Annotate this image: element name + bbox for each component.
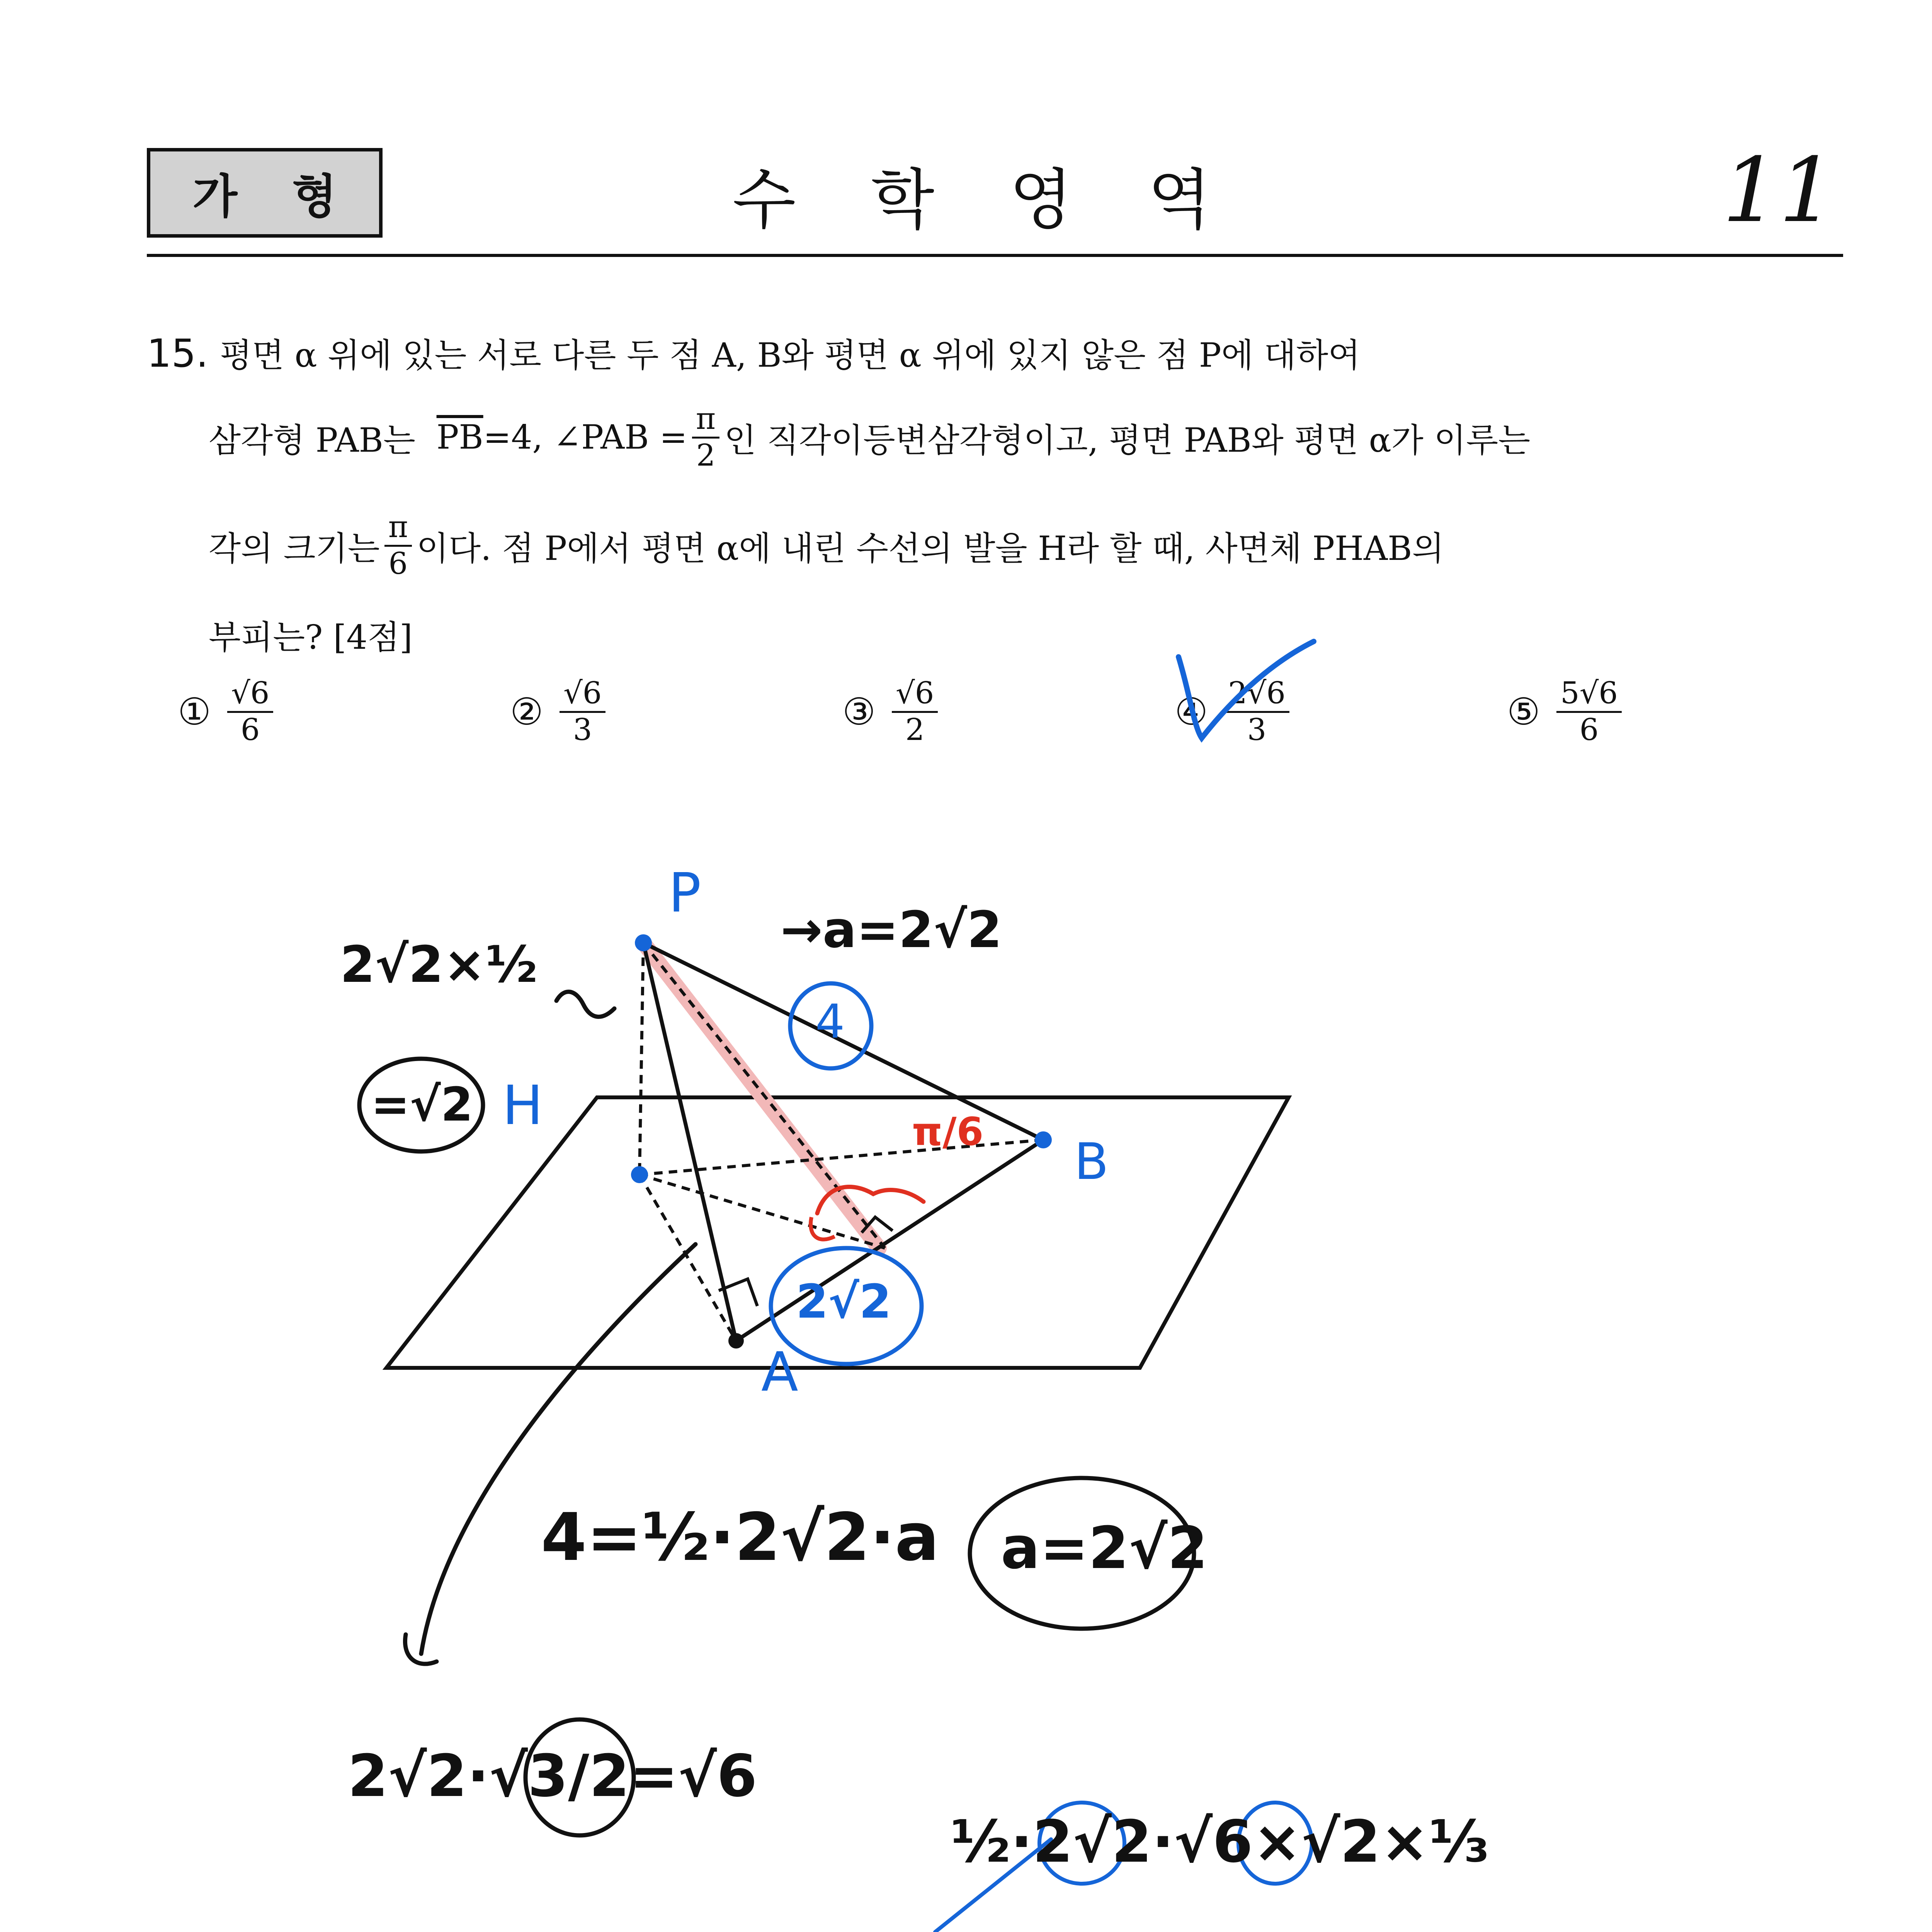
subject-title: 수 학 영 역 [732,162,1238,238]
fraction-pi-over-2: $\frac{\pi}{2}$ [692,402,719,473]
line2-text-a: 삼각형 PAB는 [209,421,415,460]
point-b [1035,1131,1052,1148]
exam-type-label: 가 형 [192,170,356,224]
edge-ph [639,943,643,1175]
label-ph-calc: 2√2×½ [340,935,538,994]
eq-area: 4=½·2√2·a [541,1499,939,1576]
label-p: P [668,862,701,925]
arrow-curve [421,1244,696,1654]
line2-text-c: 인 직각이등변삼각형이고, 평면 PAB와 평면 α가 이루는 [724,421,1531,460]
answer-checkmark [1179,641,1314,738]
label-4: 4 [815,995,845,1049]
problem-line-4: 부피는? [4점] [209,618,413,657]
choice-4[interactable]: ④ $\frac{2√6}{3}$ [1175,676,1294,747]
ph-tilde [556,992,614,1017]
point-h [631,1166,648,1183]
label-angle: π/6 [912,1109,984,1154]
line3-text-a: 각의 크기는 [209,529,380,568]
choice-3[interactable]: ③ $\frac{√6}{2}$ [842,676,942,747]
page-number: 11 [1722,139,1835,242]
problem-line1-text: 평면 α 위에 있는 서로 다른 두 점 A, B와 평면 α 위에 있지 않은 점 P에 대하여 [220,336,1361,375]
label-ph-result: =√2 [371,1078,473,1132]
fraction-pi-over-6: $\frac{\pi}{6}$ [384,510,412,581]
segment-pb: $\overline{PB}$ [436,418,483,457]
problem-number: 15. [147,331,209,376]
label-b: B [1074,1132,1109,1191]
choice-1[interactable]: ① $\frac{√6}{6}$ [178,676,278,747]
point-p [635,934,652,951]
label-a-eq: →a=2√2 [781,900,1002,959]
choice-5[interactable]: ⑤ $\frac{5√6}{6}$ [1507,676,1626,747]
eq-height: 2√2·√3/2=√6 [348,1743,757,1810]
label-h: H [502,1074,543,1137]
choice-2[interactable]: ② $\frac{√6}{3}$ [510,676,610,747]
point-a [728,1333,744,1349]
edge-ha [639,1175,736,1341]
line2-text-b: =4, ∠PAB = [483,418,687,457]
label-2r2: 2√2 [796,1275,892,1329]
eq-volume: ½·2√2·√6×√2×⅓ [951,1808,1489,1876]
eq-a-result: a=2√2 [1001,1515,1208,1582]
line3-text-b: 이다. 점 P에서 평면 α에 내린 수선의 발을 H라 할 때, 사면체 PHAB의 [416,529,1444,568]
label-a: A [761,1341,798,1404]
